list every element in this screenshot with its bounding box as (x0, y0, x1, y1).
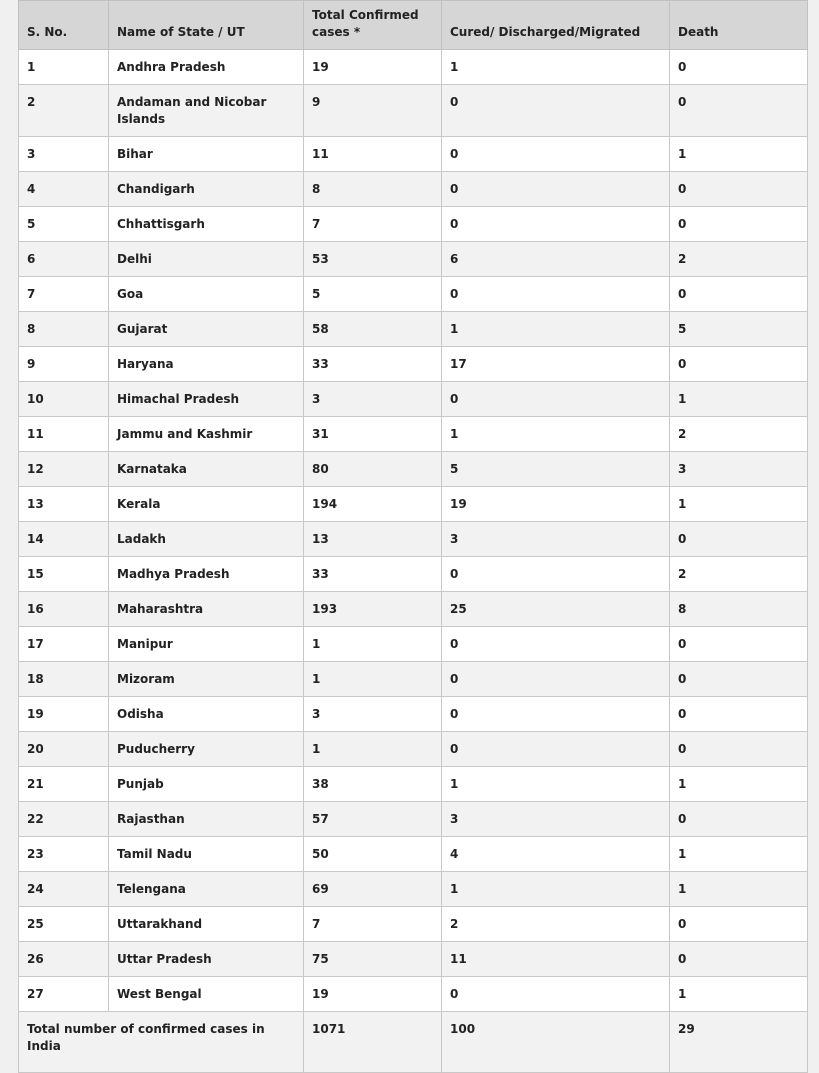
cell-sno: 11 (19, 417, 109, 452)
table-row (19, 907, 808, 942)
cell-confirmed: 19 (304, 977, 442, 1012)
cell-state: Andaman and Nicobar Islands (109, 85, 304, 137)
cell-cured: 5 (442, 452, 670, 487)
header-row (19, 1, 808, 50)
cell-sno: 12 (19, 452, 109, 487)
table-row (19, 522, 808, 557)
table-row (19, 837, 808, 872)
cell-state: Manipur (109, 627, 304, 662)
cell-cured: 25 (442, 592, 670, 627)
cell-death: 0 (670, 522, 808, 557)
cell-death: 0 (670, 662, 808, 697)
cell-cured: 0 (442, 732, 670, 767)
table-row (19, 627, 808, 662)
cell-confirmed: 194 (304, 487, 442, 522)
cell-death: 2 (670, 242, 808, 277)
cell-state: Chhattisgarh (109, 207, 304, 242)
cell-state: Delhi (109, 242, 304, 277)
cell-death: 0 (670, 277, 808, 312)
cell-confirmed: 9 (304, 85, 442, 137)
cell-sno: 3 (19, 137, 109, 172)
cell-confirmed: 3 (304, 697, 442, 732)
cell-death: 0 (670, 172, 808, 207)
total-row (19, 1012, 808, 1073)
cell-death: 2 (670, 557, 808, 592)
table-row (19, 767, 808, 802)
cell-confirmed: 75 (304, 942, 442, 977)
cell-confirmed: 5 (304, 277, 442, 312)
cell-sno: 20 (19, 732, 109, 767)
cell-sno: 1 (19, 50, 109, 85)
cell-confirmed: 11 (304, 137, 442, 172)
cell-state: Punjab (109, 767, 304, 802)
cell-confirmed: 1 (304, 732, 442, 767)
cell-state: Chandigarh (109, 172, 304, 207)
cell-death: 1 (670, 837, 808, 872)
total-death: 29 (670, 1012, 808, 1073)
table-row (19, 662, 808, 697)
table-row (19, 452, 808, 487)
cell-death: 0 (670, 85, 808, 137)
table-row (19, 50, 808, 85)
cell-sno: 21 (19, 767, 109, 802)
cell-cured: 1 (442, 312, 670, 347)
cell-death: 1 (670, 382, 808, 417)
cell-cured: 3 (442, 802, 670, 837)
cell-sno: 6 (19, 242, 109, 277)
cell-death: 5 (670, 312, 808, 347)
cell-state: Mizoram (109, 662, 304, 697)
cell-death: 0 (670, 347, 808, 382)
cell-confirmed: 31 (304, 417, 442, 452)
table-body (19, 50, 808, 1012)
cell-cured: 0 (442, 662, 670, 697)
cell-state: Himachal Pradesh (109, 382, 304, 417)
cell-confirmed: 33 (304, 347, 442, 382)
total-label: Total number of confirmed cases in India (19, 1012, 304, 1073)
table-row (19, 697, 808, 732)
cell-confirmed: 80 (304, 452, 442, 487)
cell-death: 1 (670, 872, 808, 907)
cell-confirmed: 53 (304, 242, 442, 277)
cell-state: Bihar (109, 137, 304, 172)
cell-cured: 1 (442, 767, 670, 802)
cell-death: 0 (670, 942, 808, 977)
table-row (19, 382, 808, 417)
cell-confirmed: 69 (304, 872, 442, 907)
cell-confirmed: 19 (304, 50, 442, 85)
table-row (19, 242, 808, 277)
cell-death: 1 (670, 767, 808, 802)
cell-sno: 25 (19, 907, 109, 942)
cell-confirmed: 13 (304, 522, 442, 557)
table-container (18, 0, 807, 1073)
cell-confirmed: 1 (304, 627, 442, 662)
header-state: Name of State / UT (109, 1, 304, 50)
cell-sno: 27 (19, 977, 109, 1012)
cell-death: 1 (670, 977, 808, 1012)
cell-sno: 5 (19, 207, 109, 242)
cell-death: 2 (670, 417, 808, 452)
cell-state: Rajasthan (109, 802, 304, 837)
cell-confirmed: 58 (304, 312, 442, 347)
cell-death: 3 (670, 452, 808, 487)
cell-cured: 0 (442, 697, 670, 732)
cell-state: Karnataka (109, 452, 304, 487)
cell-confirmed: 7 (304, 907, 442, 942)
cell-confirmed: 1 (304, 662, 442, 697)
header-confirmed: Total Confirmed cases * (304, 1, 442, 50)
table-row (19, 732, 808, 767)
table-row (19, 277, 808, 312)
table-row (19, 487, 808, 522)
cell-confirmed: 7 (304, 207, 442, 242)
cell-sno: 17 (19, 627, 109, 662)
table-footer (19, 1012, 808, 1073)
cell-state: Jammu and Kashmir (109, 417, 304, 452)
cell-state: Kerala (109, 487, 304, 522)
cell-sno: 15 (19, 557, 109, 592)
cell-state: Uttar Pradesh (109, 942, 304, 977)
header-sno: S. No. (19, 1, 109, 50)
table-row (19, 592, 808, 627)
total-cured: 100 (442, 1012, 670, 1073)
cell-death: 1 (670, 487, 808, 522)
cell-state: Gujarat (109, 312, 304, 347)
cell-death: 0 (670, 732, 808, 767)
cell-sno: 10 (19, 382, 109, 417)
cell-sno: 13 (19, 487, 109, 522)
cell-sno: 2 (19, 85, 109, 137)
table-row (19, 207, 808, 242)
cell-cured: 0 (442, 85, 670, 137)
cell-confirmed: 3 (304, 382, 442, 417)
table-header (19, 1, 808, 50)
header-death: Death (670, 1, 808, 50)
total-confirmed: 1071 (304, 1012, 442, 1073)
cell-state: Andhra Pradesh (109, 50, 304, 85)
table-row (19, 942, 808, 977)
table-row (19, 137, 808, 172)
header-cured: Cured/ Discharged/Migrated (442, 1, 670, 50)
cell-state: Maharashtra (109, 592, 304, 627)
cell-cured: 17 (442, 347, 670, 382)
cell-state: Tamil Nadu (109, 837, 304, 872)
cell-cured: 0 (442, 382, 670, 417)
cell-cured: 0 (442, 207, 670, 242)
table-row (19, 347, 808, 382)
cell-cured: 11 (442, 942, 670, 977)
cell-confirmed: 57 (304, 802, 442, 837)
cell-sno: 18 (19, 662, 109, 697)
table-row (19, 312, 808, 347)
cell-death: 8 (670, 592, 808, 627)
cell-death: 0 (670, 802, 808, 837)
cell-cured: 0 (442, 277, 670, 312)
cell-death: 0 (670, 697, 808, 732)
cell-sno: 24 (19, 872, 109, 907)
cell-confirmed: 38 (304, 767, 442, 802)
cell-sno: 19 (19, 697, 109, 732)
cell-state: Telengana (109, 872, 304, 907)
cell-cured: 1 (442, 417, 670, 452)
cell-death: 1 (670, 137, 808, 172)
cell-cured: 4 (442, 837, 670, 872)
cell-sno: 4 (19, 172, 109, 207)
table-row (19, 802, 808, 837)
cell-cured: 0 (442, 557, 670, 592)
cell-confirmed: 33 (304, 557, 442, 592)
cell-cured: 19 (442, 487, 670, 522)
cell-state: Haryana (109, 347, 304, 382)
cell-cured: 0 (442, 977, 670, 1012)
cell-cured: 2 (442, 907, 670, 942)
cell-confirmed: 50 (304, 837, 442, 872)
cell-state: Goa (109, 277, 304, 312)
cell-sno: 14 (19, 522, 109, 557)
table-row (19, 172, 808, 207)
cell-death: 0 (670, 50, 808, 85)
cell-sno: 23 (19, 837, 109, 872)
table-row (19, 417, 808, 452)
cell-sno: 16 (19, 592, 109, 627)
cell-cured: 1 (442, 872, 670, 907)
cell-sno: 26 (19, 942, 109, 977)
cell-state: Puducherry (109, 732, 304, 767)
cell-cured: 0 (442, 172, 670, 207)
cell-cured: 0 (442, 137, 670, 172)
cell-sno: 9 (19, 347, 109, 382)
cell-death: 0 (670, 207, 808, 242)
cell-death: 0 (670, 907, 808, 942)
cell-cured: 6 (442, 242, 670, 277)
cell-sno: 22 (19, 802, 109, 837)
table-row (19, 872, 808, 907)
cell-sno: 7 (19, 277, 109, 312)
cell-state: Madhya Pradesh (109, 557, 304, 592)
cell-state: Uttarakhand (109, 907, 304, 942)
cell-cured: 0 (442, 627, 670, 662)
cell-state: Odisha (109, 697, 304, 732)
cell-state: West Bengal (109, 977, 304, 1012)
table-row (19, 557, 808, 592)
cell-sno: 8 (19, 312, 109, 347)
cell-cured: 3 (442, 522, 670, 557)
cell-state: Ladakh (109, 522, 304, 557)
cell-cured: 1 (442, 50, 670, 85)
table-row (19, 85, 808, 137)
cell-confirmed: 8 (304, 172, 442, 207)
table-row (19, 977, 808, 1012)
cell-confirmed: 193 (304, 592, 442, 627)
cell-death: 0 (670, 627, 808, 662)
covid-cases-table (18, 0, 808, 1073)
